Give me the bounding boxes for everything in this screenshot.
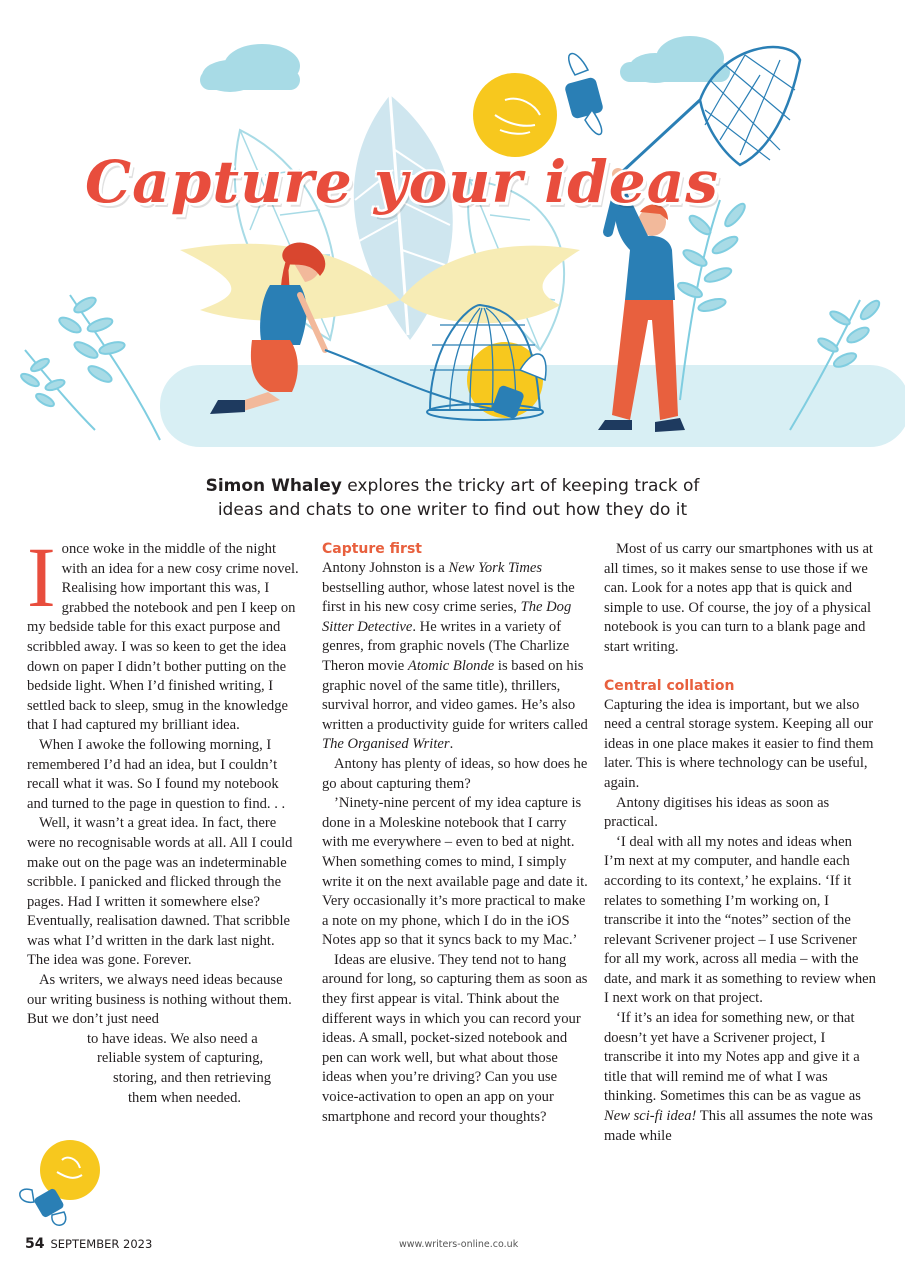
paragraph-2: Capturing the idea is important, but we also need a central storage system. Keeping all our ideas in one place makes it easier to find them later. This is where technology can be useful, again.	[604, 696, 874, 791]
article-headline: Capture your ideas	[85, 148, 719, 216]
italic-run: New sci-fi idea!	[604, 1108, 697, 1125]
paragraph-1: Most of us carry our smartphones with us at all times, so it makes sense to use those if we can. Look for a notes app that is quick and simple to use. Of course, the joy of a physical notebook is you can turn to a blank page and start writing.	[604, 541, 873, 655]
subhead-central-collation: Central collation	[604, 677, 735, 694]
italic-run: New York Times	[448, 560, 543, 576]
subhead-capture-first: Capture first	[322, 541, 422, 557]
paragraph-3: Antony digitises his ideas as soon as practical.	[604, 794, 830, 831]
paragraph-3: Well, it wasn’t a great idea. In fact, there were no recognisable words at all. All I could make out on the page was an indeterminable scribble. I panicked and flicked through the pages. Had I written it somewhere else? Eventually, realisation dawned. That scribble was what I’d written in the dark last night. The idea was gone. Forever.	[27, 815, 293, 969]
italic-run: The Organised Writer	[322, 736, 450, 753]
cloud-icon	[200, 44, 300, 92]
standfirst-line-1	[0, 474, 905, 498]
standfirst	[0, 474, 905, 522]
spacer	[604, 658, 876, 677]
italic-run: Atomic Blonde	[407, 657, 495, 674]
text-run: is based on his graphic novel of the same title), thrillers, survival horror, and video games. He’s also written a productivity guide for writers called	[322, 657, 588, 733]
issue-date: SEPTEMBER 2023	[50, 1237, 153, 1251]
column-3	[604, 540, 876, 1146]
text-run: ‘If it’s an idea for something new, or that doesn’t yet have a Scrivener project, I transcribe it into my Notes app and give it a title that will remind me of what I was thinking. Sometimes this can be as vague as	[604, 1010, 861, 1105]
text-run: bestselling author, whose latest novel is the first in his new cosy crime series,	[322, 579, 575, 616]
paragraph-4-part-b: to have ideas. We also need a	[87, 1030, 258, 1047]
paragraph-2: When I awoke the following morning, I remembered I’d had an idea, but I couldn’t recall what it was. So I found my notebook and turned to the page in question to find. . .	[27, 736, 286, 812]
paragraph-antony-intro	[322, 559, 588, 755]
paragraph-4-wrapped	[27, 1030, 299, 1108]
fern-icon	[19, 350, 95, 430]
column-2	[322, 540, 588, 1127]
paragraph-4-part-a: As writers, we always need ideas because our writing business is nothing without them. But we don’t just need	[27, 972, 292, 1028]
paragraph-4-part-d: storing, and then retrieving	[113, 1070, 272, 1087]
standfirst-text-1: explores the tricky art of keeping track of	[341, 476, 700, 496]
standfirst-line-2: ideas and chats to one writer to find out how they do it	[217, 500, 688, 520]
paragraph-4-part-c: reliable system of capturing,	[97, 1050, 264, 1067]
paragraph-2: Antony has plenty of ideas, so how does he go about capturing them?	[322, 755, 588, 792]
text-run: . He writes in a variety of genres, from graphic novels (The Charlize Theron movie	[322, 618, 570, 674]
column-1	[27, 529, 299, 1108]
text-run: .	[449, 736, 454, 753]
page-footer	[25, 1236, 152, 1252]
text-run: Antony Johnston is a	[322, 560, 449, 576]
paragraph-4	[27, 971, 299, 1030]
lightbulb-flying-icon	[473, 54, 604, 157]
hero-illustration	[0, 0, 905, 460]
lightbulb-small-icon	[12, 1130, 107, 1230]
paragraph-1-text: once woke in the middle of the night with an idea for a new cosy crime novel. Realising how important this was, I grabbed the notebook and pen I keep on my bedside table for this exact purpose and scribbled away. I was so keen to get the idea down on paper I didn’t bother putting on the bedside light. When I’d finished writing, I settled back to sleep, smug in the knowledge that I had captured my brilliant idea.	[27, 541, 299, 734]
footer-url: www.writers-online.co.uk	[399, 1239, 519, 1250]
author-name: Simon Whaley	[205, 476, 342, 496]
fern-icon	[57, 295, 160, 440]
paragraph-5	[604, 1009, 876, 1146]
page-number: 54	[25, 1236, 45, 1252]
paragraph-3: ’Ninety-nine percent of my idea capture is done in a Moleskine notebook that I carry with me everywhere – even to bed at night. When something comes to mind, I simply write it on the next available page and date it. Very occasionally it’s more practical to make a note on my phone, which I do in the iOS Notes app so that it syncs back to my Mac.’	[322, 795, 588, 949]
paragraph-4: Ideas are elusive. They tend not to hang around for long, so capturing them as soon as they first appear is vital. Think about the different ways in which you can record your ideas. A small, pocket-sized notebook and pen can work well, but what about those ideas when you’re driving? Can you use voice-activation to open an app on your smartphone and record your thoughts?	[322, 951, 588, 1125]
paragraph-4: ‘I deal with all my notes and ideas when I’m next at my computer, and handle each according to its context,’ he explains. ‘If it relates to something I’m working on, I transcribe it into the “notes” section of the relevant Scrivener project – I use Scrivener for all my work, across all media – with the date, and mark it as something to review when I next work on that project.	[604, 833, 876, 1007]
drop-cap: I	[27, 529, 56, 625]
text-run: This all assumes the note was made while	[604, 1108, 873, 1144]
paragraph-1	[27, 529, 299, 736]
paragraph-4-part-e: them when needed.	[128, 1089, 242, 1106]
italic-run: The Dog Sitter Detective	[322, 599, 572, 635]
